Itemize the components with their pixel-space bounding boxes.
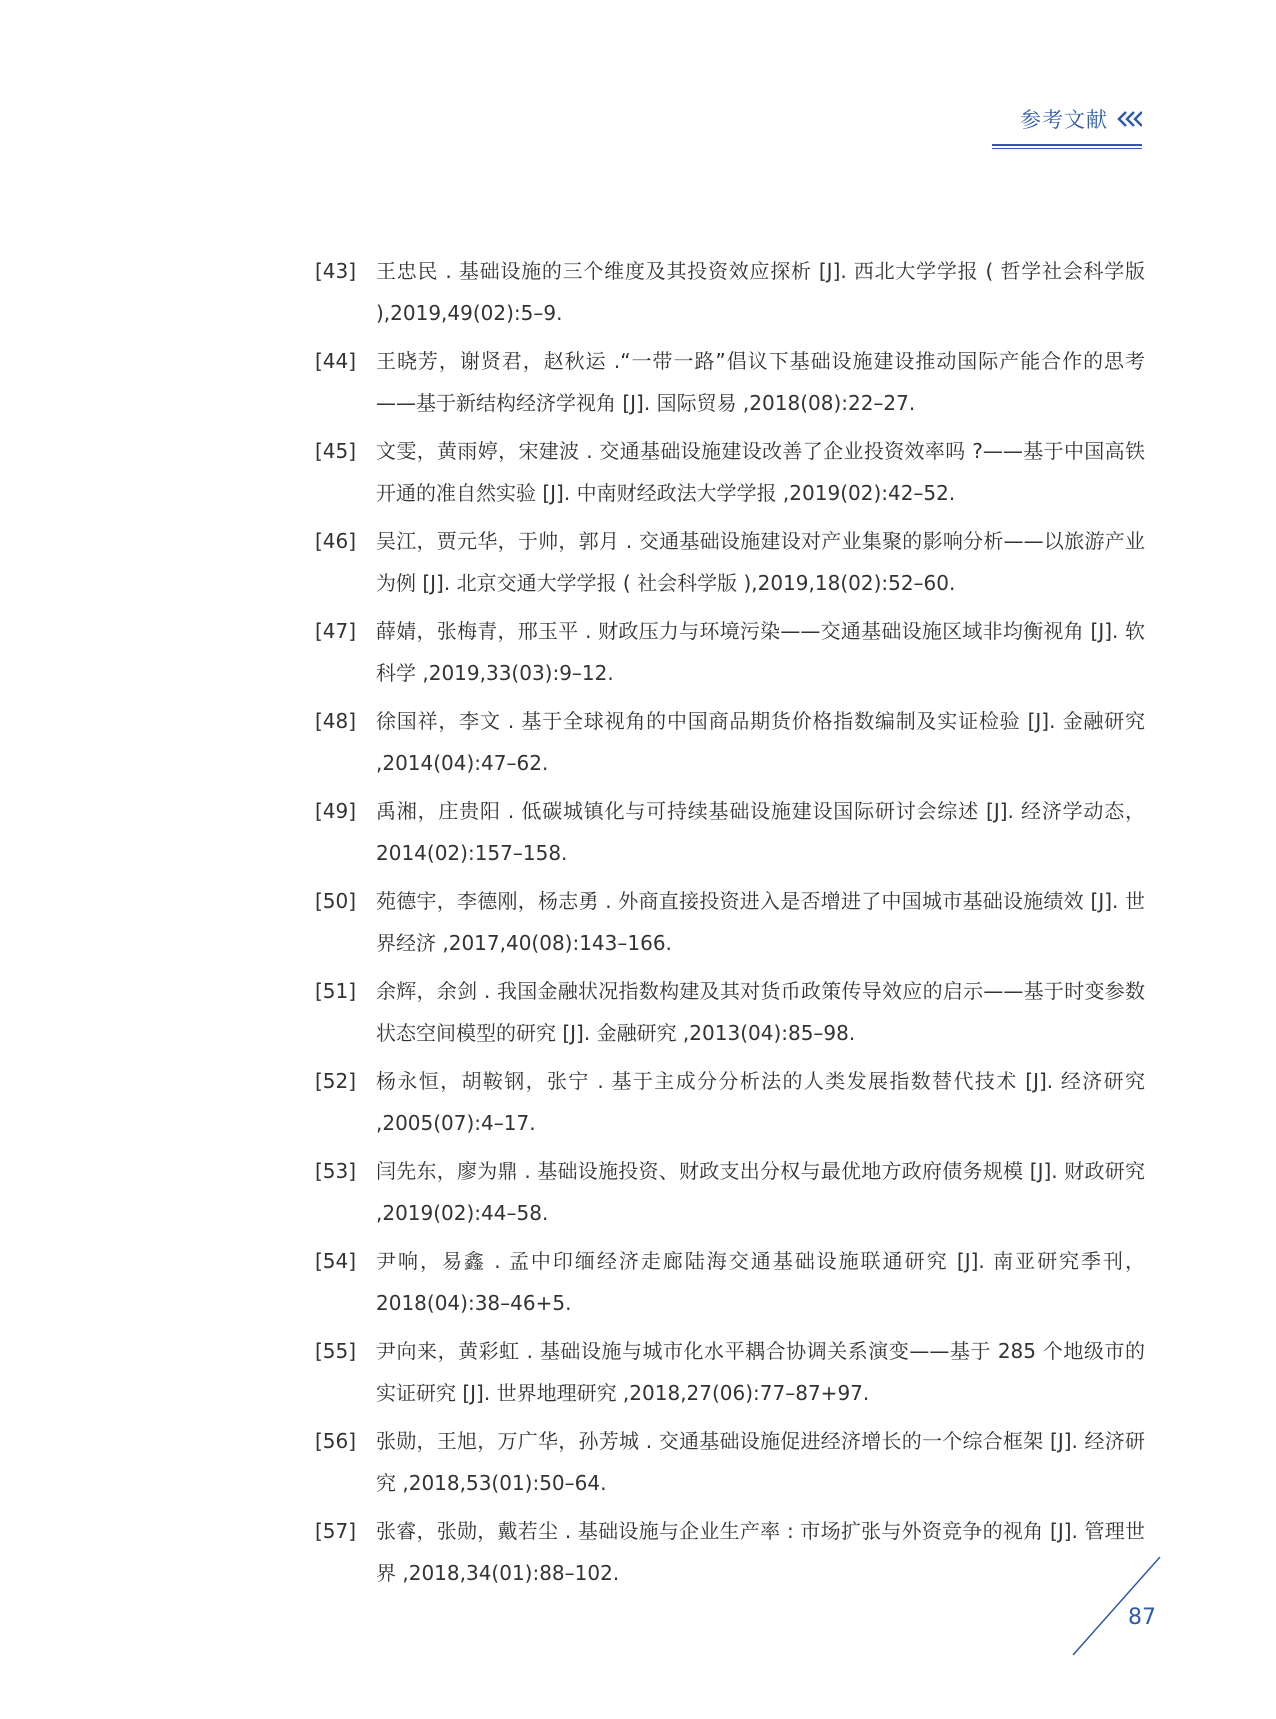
reference-text: 王晓芳，谢贤君，赵秋运 .“一带一路”倡议下基础设施建设推动国际产能合作的思考——基于新结构经济学视角 [J]. 国际贸易 ,2018(08):22–27. [376,349,1145,415]
page-number: 87 [1128,1605,1156,1630]
reference-text: 薛婧，张梅青，邢玉平 . 财政压力与环境污染——交通基础设施区域非均衡视角 [J]. 软科学 ,2019,33(03):9–12. [376,619,1145,685]
reference-number: [54] [315,1249,357,1273]
reference-number: [47] [315,619,357,643]
reference-number: [43] [315,259,357,283]
reference-text: 张睿，张勋，戴若尘 . 基础设施与企业生产率 : 市场扩张与外资竞争的视角 [J]. 管理世界 ,2018,34(01):88–102. [376,1519,1145,1585]
reference-item [315,700,1145,784]
reference-text: 闫先东，廖为鼎 . 基础设施投资、财政支出分权与最优地方政府债务规模 [J]. 财政研究 ,2019(02):44–58. [376,1159,1145,1225]
reference-item [315,1510,1145,1594]
header-row [992,104,1142,134]
double-chevron-left-icon [1116,110,1142,128]
running-header [992,104,1142,149]
reference-text: 文雯，黄雨婷，宋建波 . 交通基础设施建设改善了企业投资效率吗 ?——基于中国高铁开通的准自然实验 [J]. 中南财经政法大学学报 ,2019(02):42–52. [376,439,1145,505]
reference-number: [50] [315,889,357,913]
reference-item [315,250,1145,334]
reference-text: 余辉，余剑 . 我国金融状况指数构建及其对货币政策传导效应的启示——基于时变参数状态空间模型的研究 [J]. 金融研究 ,2013(04):85–98. [376,979,1145,1045]
reference-item [315,970,1145,1054]
reference-text: 王忠民 . 基础设施的三个维度及其投资效应探析 [J]. 西北大学学报 ( 哲学社会科学版 ),2019,49(02):5–9. [376,259,1145,325]
reference-item [315,790,1145,874]
reference-number: [52] [315,1069,357,1093]
reference-number: [46] [315,529,357,553]
reference-item [315,610,1145,694]
reference-item [315,1060,1145,1144]
reference-item [315,1150,1145,1234]
reference-number: [53] [315,1159,357,1183]
reference-text: 尹向来，黄彩虹 . 基础设施与城市化水平耦合协调关系演变——基于 285 个地级市的实证研究 [J]. 世界地理研究 ,2018,27(06):77–87+97. [376,1339,1145,1405]
reference-item [315,1330,1145,1414]
reference-text: 张勋，王旭，万广华，孙芳城 . 交通基础设施促进经济增长的一个综合框架 [J]. 经济研究 ,2018,53(01):50–64. [376,1429,1145,1495]
reference-list [315,250,1145,1600]
header-title: 参考文献 [1020,108,1108,132]
reference-number: [45] [315,439,357,463]
reference-text: 徐国祥，李文 . 基于全球视角的中国商品期货价格指数编制及实证检验 [J]. 金融研究 ,2014(04):47–62. [376,709,1145,775]
reference-number: [49] [315,799,357,823]
reference-text: 吴江，贾元华，于帅，郭月 . 交通基础设施建设对产业集聚的影响分析——以旅游产业为例 [J]. 北京交通大学学报 ( 社会科学版 ),2019,18(02):52–60. [376,529,1145,595]
reference-number: [48] [315,709,357,733]
reference-item [315,520,1145,604]
reference-number: [51] [315,979,357,1003]
reference-item [315,430,1145,514]
header-rule [992,144,1142,146]
reference-item [315,1240,1145,1324]
reference-number: [55] [315,1339,357,1363]
reference-number: [57] [315,1519,357,1543]
reference-number: [56] [315,1429,357,1453]
reference-item [315,1420,1145,1504]
header-rule-thin [992,148,1142,149]
reference-text: 苑德宇，李德刚，杨志勇 . 外商直接投资进入是否增进了中国城市基础设施绩效 [J]. 世界经济 ,2017,40(08):143–166. [376,889,1145,955]
reference-item [315,340,1145,424]
reference-text: 禹湘，庄贵阳 . 低碳城镇化与可持续基础设施建设国际研讨会综述 [J]. 经济学动态，2014(02):157–158. [376,799,1145,865]
reference-text: 杨永恒，胡鞍钢，张宁 . 基于主成分分析法的人类发展指数替代技术 [J]. 经济研究 ,2005(07):4–17. [376,1069,1145,1135]
reference-number: [44] [315,349,357,373]
reference-item [315,880,1145,964]
reference-text: 尹响，易鑫 . 孟中印缅经济走廊陆海交通基础设施联通研究 [J]. 南亚研究季刊，2018(04):38–46+5. [376,1249,1145,1315]
